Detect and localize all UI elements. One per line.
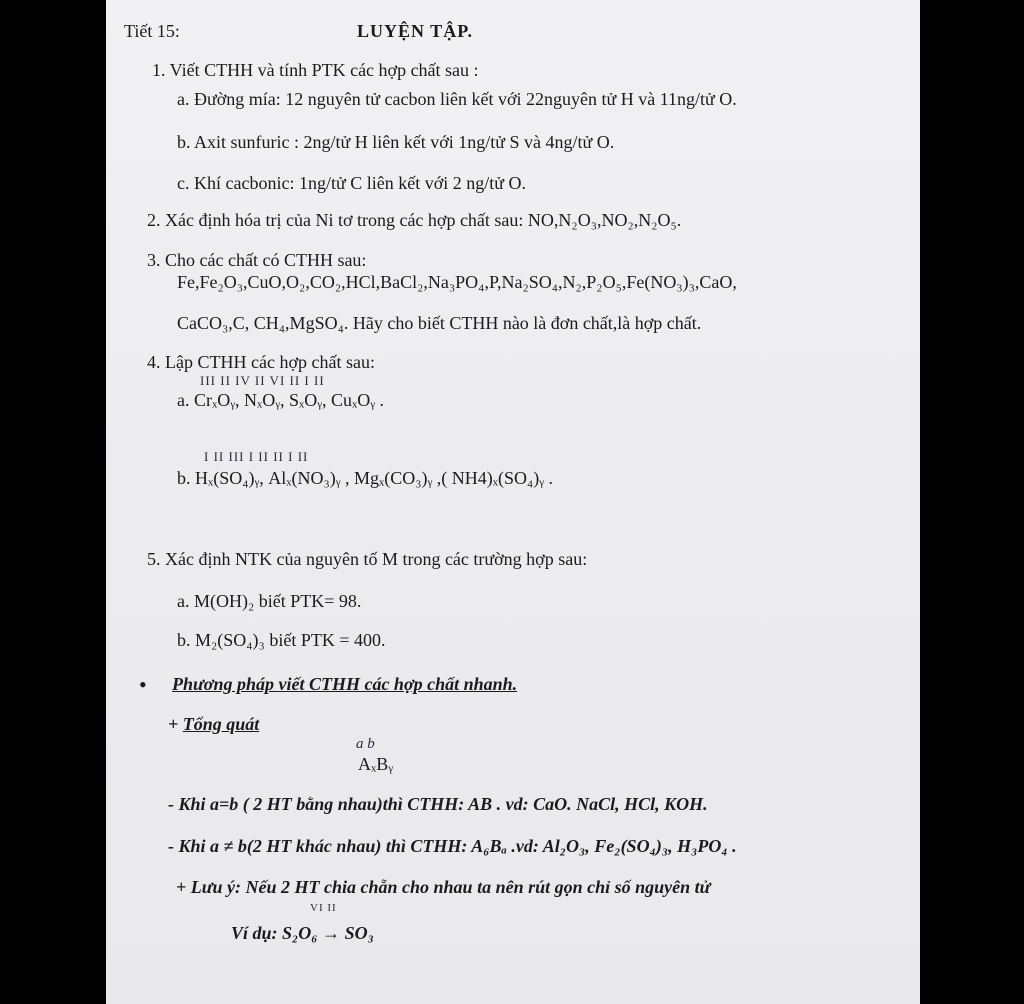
method-title: Phương pháp viết CTHH các hợp chất nhanh. [172, 674, 518, 694]
bullet: • [139, 672, 147, 697]
question-5b: b. M₂(SO₄)₃ biết PTK = 400. [177, 630, 386, 650]
question-5a: a. M(OH)₂ biết PTK= 98. [177, 591, 362, 611]
question-3-formulas: Fe,Fe₂O₃,CuO,O₂,CO₂,HCl,BaCl₂,Na₃PO₄,P,Na₂SO₄,N₂,P₂O₅,Fe(NO₃)₃,CaO, [177, 272, 737, 292]
example-valences: VI II [310, 902, 337, 914]
question-3-prompt: CaCO₃,C, CH₄,MgSO₄. Hãy cho biết CTHH nào là đơn chất,là hợp chất. [177, 313, 702, 333]
question-1b: b. Axit sunfuric : 2ng/tử H liên kết với 1ng/tử S và 4ng/tử O. [177, 132, 615, 152]
question-4a-valences: III II IV II VI II I II [200, 373, 325, 388]
question-1c: c. Khí cacbonic: 1ng/tử C liên kết với 2 ng/tử O. [177, 173, 526, 193]
example: Ví dụ: S₂O₆ → SO₃ [231, 923, 374, 943]
question-1a: a. Đường mía: 12 nguyên tử cacbon liên kết với 22nguyên tử H và 11ng/tử O. [177, 89, 737, 109]
question-3: 3. Cho các chất có CTHH sau: [147, 250, 367, 270]
general-label [168, 713, 259, 735]
question-4b: b. Hₓ(SO₄)ᵧ, Alₓ(NO₃)ᵧ , Mgₓ(CO₃)ᵧ ,( NH4)ₓ(SO₄)ᵧ . [177, 468, 554, 488]
page-title: LUYỆN TẬP. [357, 21, 474, 41]
general-valences: a b [356, 736, 375, 752]
general-prefix: + [168, 714, 183, 734]
question-4: 4. Lập CTHH các hợp chất sau: [147, 352, 375, 372]
lesson-number: Tiết 15: [124, 21, 180, 41]
worksheet-page [106, 0, 920, 1004]
question-5: 5. Xác định NTK của nguyên tố M trong các trường hợp sau: [147, 549, 588, 569]
question-4b-valences: I II III I II II I II [204, 449, 309, 464]
question-1: 1. Viết CTHH và tính PTK các hợp chất sau : [152, 60, 479, 80]
question-4a: a. CrₓOᵧ, NₓOᵧ, SₓOᵧ, CuₓOᵧ . [177, 390, 384, 410]
reduction-note: + Lưu ý: Nếu 2 HT chia chẵn cho nhau ta nên rút gọn chỉ số nguyên tử [176, 877, 711, 897]
general-formula: AₓBᵧ [358, 754, 393, 774]
general-title: Tổng quát [182, 714, 260, 734]
question-2: 2. Xác định hóa trị của Ni tơ trong các hợp chất sau: NO,N₂O₃,NO₂,N₂O₅. [147, 210, 682, 230]
rule-different-valence: - Khi a ≠ b(2 HT khác nhau) thì CTHH: A₆Bₐ .vd: Al₂O₃, Fe₂(SO₄)₃, H₃PO₄ . [168, 836, 737, 856]
rule-equal-valence: - Khi a=b ( 2 HT bằng nhau)thì CTHH: AB . vd: CaO. NaCl, HCl, KOH. [168, 794, 708, 814]
